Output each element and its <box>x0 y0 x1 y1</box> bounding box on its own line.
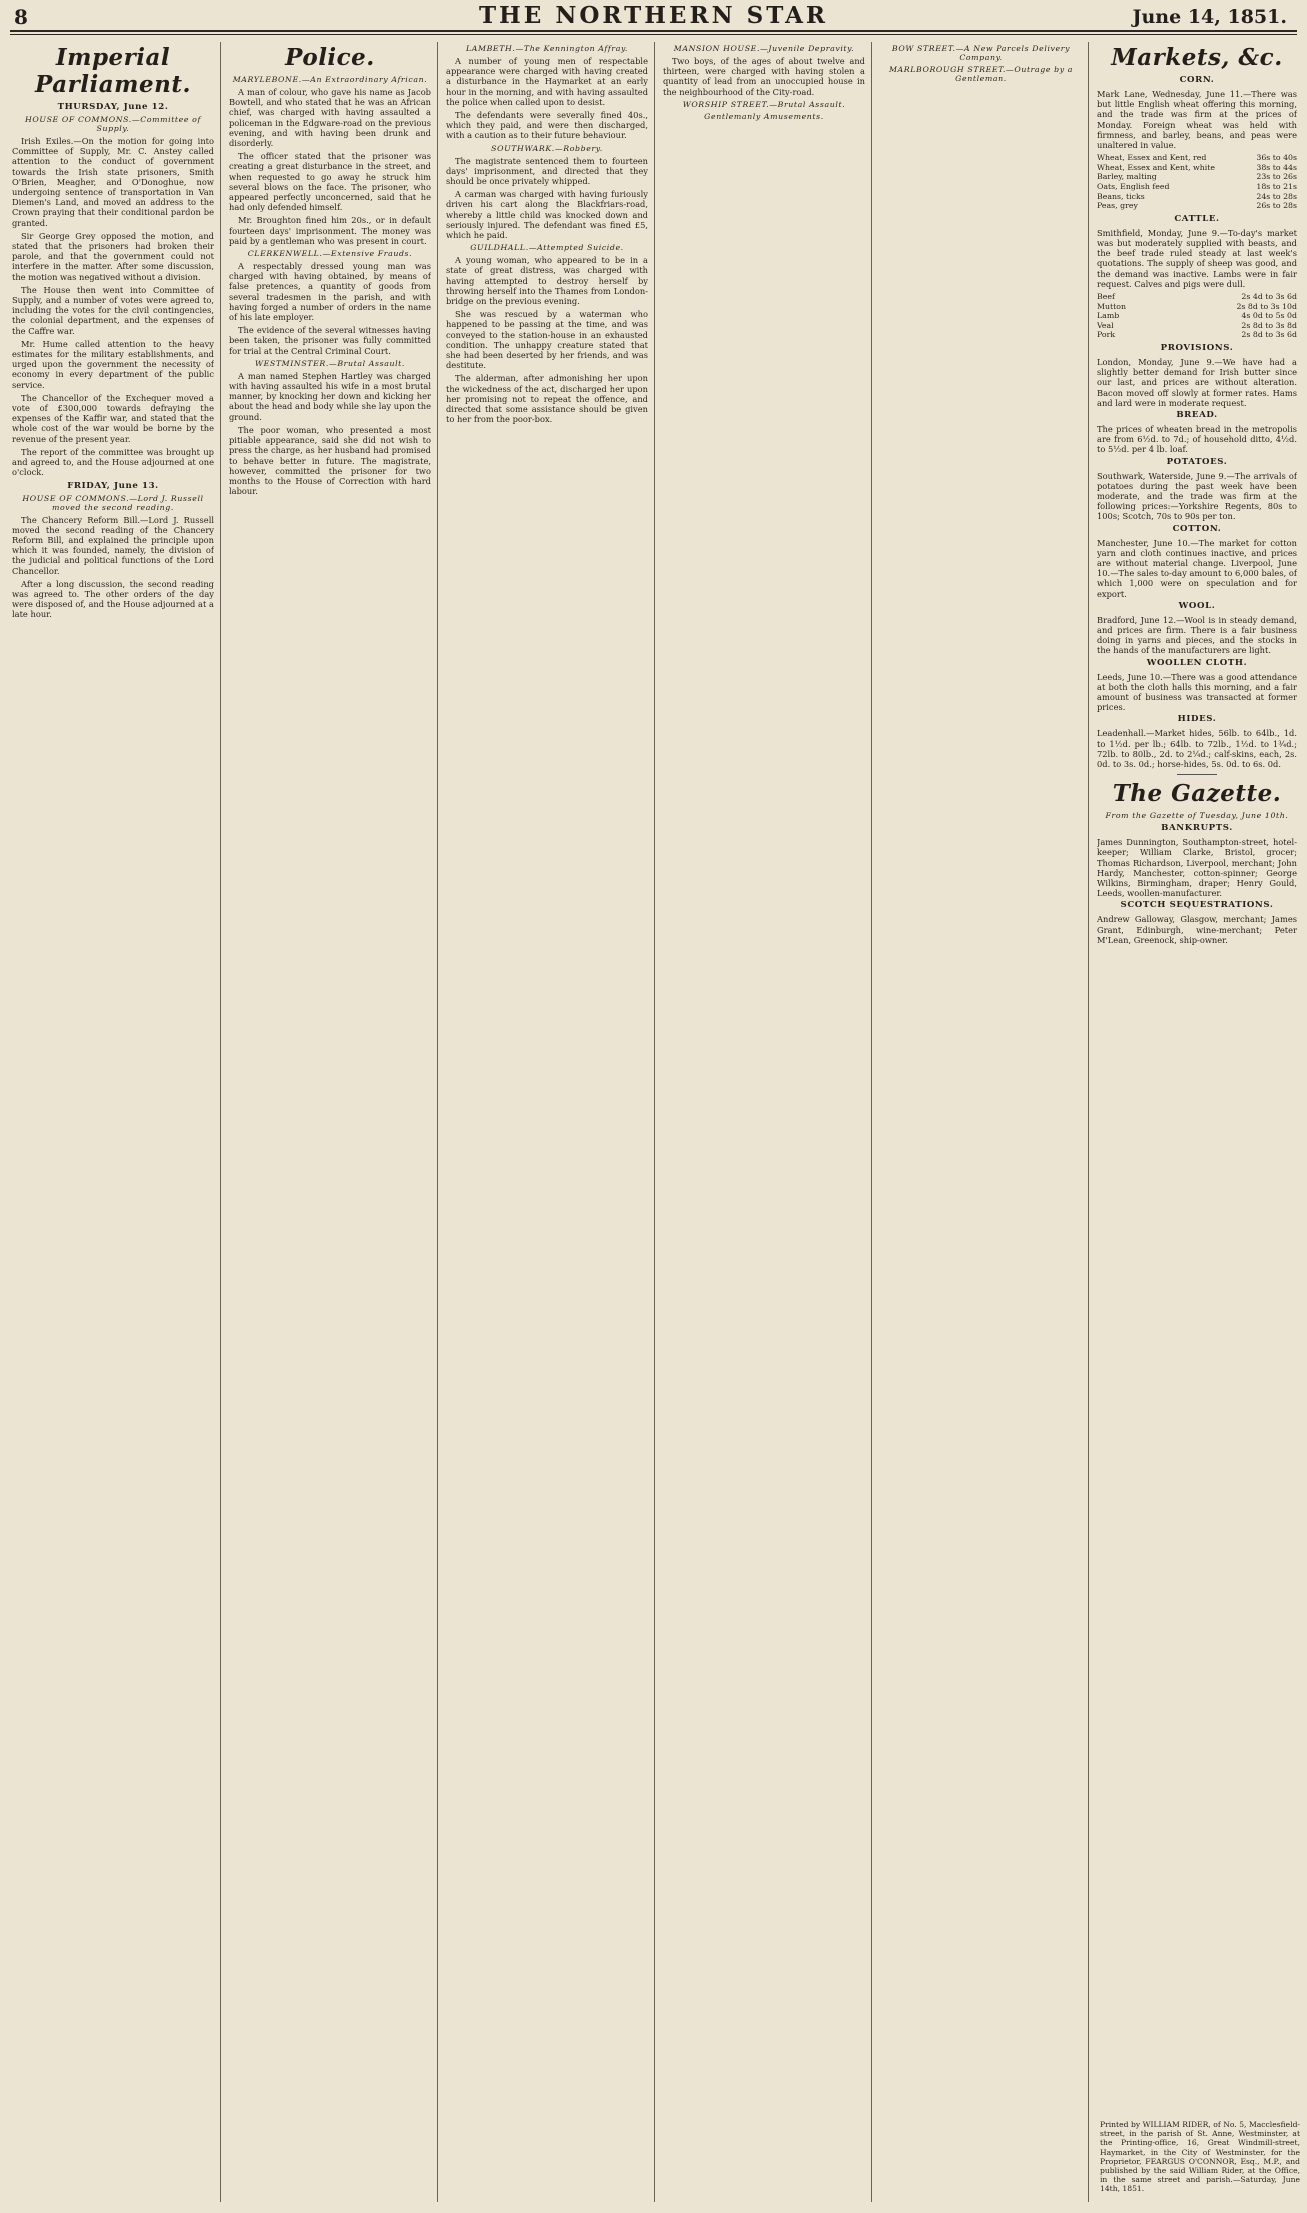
wool-heading: WOOL. <box>1178 600 1216 611</box>
sequestrations-list: Andrew Galloway, Glasgow, merchant; James Grant, Edinburgh, wine-merchant; Peter M'Lean, Greenock, ship-owner. <box>1097 914 1297 945</box>
paragraph: After a long discussion, the second reading was agreed to. The other orders of the day were disposed of, and the House adjourned at a late hour. <box>12 578 214 620</box>
table-row <box>1097 311 1297 321</box>
police-body <box>229 87 431 246</box>
price-value: 18s to 21s <box>1256 182 1297 191</box>
woollen-cloth-heading: WOOLLEN CLOTH. <box>1146 657 1248 668</box>
table-row <box>1097 321 1297 331</box>
bread-heading: BREAD. <box>1176 409 1218 420</box>
newspaper-title: THE NORTHERN STAR <box>478 2 829 29</box>
table-row <box>1097 192 1297 202</box>
table-row <box>1097 302 1297 312</box>
column-rule <box>437 42 438 2202</box>
price-item: Peas, grey <box>1097 201 1138 211</box>
price-value: 4s 0d to 5s 0d <box>1241 311 1297 321</box>
police-subhead: SOUTHWARK.—Robbery. <box>491 143 603 153</box>
price-item: Beans, ticks <box>1097 191 1145 201</box>
police-heading: Police. <box>285 44 375 71</box>
price-value: 2s 4d to 3s 6d <box>1241 292 1297 301</box>
paragraph: The defendants were severally fined 40s., which they paid, and were then discharged, with a caution as to their future behaviour. <box>446 110 648 141</box>
police-body <box>663 56 865 97</box>
police-subhead: WESTMINSTER.—Brutal Assault. <box>255 358 405 368</box>
column-rule <box>871 42 872 2202</box>
price-item: Wheat, Essex and Kent, white <box>1097 162 1215 172</box>
parliament-body <box>12 515 214 620</box>
price-item: Barley, malting <box>1097 172 1157 182</box>
paragraph: The Chancellor of the Exchequer moved a vote of £300,000 towards defraying the expenses of the Kaffir war, and stated that the whole cost of the war would be borne by the revenue of the present year. <box>12 392 214 444</box>
paragraph: The poor woman, who presented a most pitiable appearance, said she did not wish to press the charge, as her husband had promised to behave better in future. The magistrate, however, committed the prisoner for two months to the House of Correction with hard labour. <box>229 424 431 497</box>
price-value: 26s to 28s <box>1256 201 1297 211</box>
column-police-continued <box>446 42 648 2202</box>
police-subhead: CLERKENWELL.—Extensive Frauds. <box>247 249 413 259</box>
paragraph: The report of the committee was brought up and agreed to, and the House adjourned at one o'clock. <box>12 446 214 478</box>
police-subhead: GUILDHALL.—Attempted Suicide. <box>470 243 624 253</box>
cattle-price-table <box>1097 292 1297 340</box>
gazette-heading: The Gazette. <box>1112 780 1282 808</box>
table-row <box>1097 163 1297 173</box>
police-subhead: Gentlemanly Amusements. <box>704 111 824 121</box>
paragraph: A man of colour, who gave his name as Jacob Bowtell, and who stated that he was an African chief, was charged with having assaulted a policeman in the Edgware-road on the previous evening, and with having been drunk and disorderly. <box>229 87 431 149</box>
table-row <box>1097 153 1297 163</box>
police-body <box>446 255 648 424</box>
table-row <box>1097 201 1297 211</box>
corn-report: Mark Lane, Wednesday, June 11.—There was but little English wheat offering this morning, and the trade was firm at the prices of Monday. Foreign wheat was held with firmness, and barley, beans, and peas were unaltered in value. <box>1097 89 1297 151</box>
paragraph: The magistrate sentenced them to fourteen days' imprisonment, and directed that they should be once privately whipped. <box>446 155 648 187</box>
printer-imprint <box>1100 2120 1300 2194</box>
price-item: Oats, English feed <box>1097 182 1170 191</box>
police-body <box>229 261 431 356</box>
parliament-subhead: HOUSE OF COMMONS.—Lord J. Russell moved the second reading. <box>22 493 204 512</box>
price-item: Mutton <box>1097 301 1126 311</box>
woollen-cloth-report: Leeds, June 10.—There was a good attendance at both the cloth halls this morning, and a fair amount of business was transacted at former prices. <box>1097 671 1297 713</box>
masthead-rule <box>10 30 1297 32</box>
column-police <box>229 42 431 2202</box>
paragraph: The alderman, after admonishing her upon the wickedness of the act, discharged her upon her promising not to repeat the offence, and directed that some assistance should be given to her from the poor-box. <box>446 373 648 425</box>
paragraph: She was rescued by a waterman who happened to be passing at the time, and was conveyed to the station-house in an exhausted condition. The unhappy creature stated that she had been deserted by her friends, and was destitute. <box>446 309 648 371</box>
price-value: 23s to 26s <box>1256 172 1297 182</box>
cotton-report: Manchester, June 10.—The market for cotton yarn and cloth continues inactive, and prices are without material change. Liverpool, June 10.—The sales to-day amount to 6,000 bales, of which 1,000 were on speculation and for export. <box>1097 537 1297 599</box>
table-row <box>1097 330 1297 340</box>
police-subhead: MANSION HOUSE.—Juvenile Depravity. <box>673 44 855 53</box>
police-subhead: MARLBOROUGH STREET.—Outrage by a Gentleman. <box>888 65 1074 83</box>
price-item: Beef <box>1097 292 1115 301</box>
price-value: 2s 8d to 3s 10d <box>1236 301 1297 311</box>
price-item: Wheat, Essex and Kent, red <box>1097 153 1207 163</box>
imprint-text: Printed by WILLIAM RIDER, of No. 5, Macclesfield-street, in the parish of St. Anne, Westminster, at the Printing-office, 16, Great Windmill-street, Haymarket, in the City of Westminster, for the Proprietor, FEARGUS O'CONNOR, Esq., M.P., and published by the said William Rider, at the Office, in the same street and parish.—Saturday, June 14th, 1851. <box>1100 2120 1300 2194</box>
price-item: Veal <box>1097 320 1114 330</box>
paragraph: Mr. Hume called attention to the heavy estimates for the military establishments, and urged upon the government the necessity of economy in every department of the public service. <box>12 338 214 390</box>
police-subhead: LAMBETH.—The Kennington Affray. <box>466 44 628 53</box>
parliament-heading: Imperial Parliament. <box>35 44 191 98</box>
paragraph: A carman was charged with having furiously driven his cart along the Blackfriars-road, whereby a little child was knocked down and seriously injured. The defendant was fined £5, which he paid. <box>446 189 648 241</box>
bankrupts-heading: BANKRUPTS. <box>1161 823 1233 834</box>
column-parliament <box>12 42 214 2202</box>
cattle-heading: CATTLE. <box>1174 213 1220 224</box>
parliament-body <box>12 136 214 478</box>
police-subhead: BOW STREET.—A New Parcels Delivery Company. <box>891 44 1071 62</box>
bankrupts-list: James Dunnington, Southampton-street, hotel-keeper; William Clarke, Bristol, grocer; Thomas Richardson, Liverpool, merchant; John Hardy, Manchester, cotton-spinner; George Wilkins, Birmingham, draper; Henry Gould, Leeds, woollen-manufacturer. <box>1097 837 1297 899</box>
police-subhead: MARYLEBONE.—An Extraordinary African. <box>232 75 428 84</box>
column-rule <box>654 42 655 2202</box>
paragraph: Irish Exiles.—On the motion for going into Committee of Supply, Mr. C. Anstey called attention to the conduct of government towards the Irish state prisoners, Smith O'Brien, Meagher, and O'Donoghue, now undergoing sentence of transportation in Van Diemen's Land, and moved an address to the Crown praying that their conditional pardon be granted. <box>12 136 214 228</box>
hides-heading: HIDES. <box>1177 714 1217 725</box>
paragraph: A number of young men of respectable appearance were charged with having created a disturbance in the Haymarket at an early hour in the morning, and with having assaulted the police when called upon to desist. <box>446 56 648 107</box>
paragraph: The House then went into Committee of Supply, and a number of votes were agreed to, including the votes for the civil contingencies, the colonial department, and the expenses of the Caffre war. <box>12 284 214 336</box>
paragraph: Mr. Broughton fined him 20s., or in default fourteen days' imprisonment. The money was paid by a gentleman who was present in court. <box>229 215 431 246</box>
parliament-subhead: THURSDAY, June 12. <box>57 102 169 112</box>
price-value: 38s to 44s <box>1256 162 1297 172</box>
gazette-intro: From the Gazette of Tuesday, June 10th. <box>1105 811 1289 821</box>
parliament-subhead: FRIDAY, June 13. <box>67 480 159 491</box>
bread-report: The prices of wheaten bread in the metropolis are from 6½d. to 7d.; of household ditto, 4½d. to 5½d. per 4 lb. loaf. <box>1097 423 1297 455</box>
column-police-continued <box>663 42 865 2202</box>
column-police-continued <box>880 42 1082 2202</box>
paragraph: Two boys, of the ages of about twelve and thirteen, were charged with having stolen a quantity of lead from an unoccupied house in the neighbourhood of the City-road. <box>663 56 865 97</box>
police-body <box>446 156 648 241</box>
police-body <box>229 371 431 496</box>
potatoes-heading: POTATOES. <box>1166 456 1228 467</box>
price-item: Lamb <box>1097 311 1120 321</box>
hides-report: Leadenhall.—Market hides, 56lb. to 64lb., 1d. to 1½d. per lb.; 64lb. to 72lb., 1½d. to 1¾d.; 72lb. to 80lb., 2d. to 2¼d.; calf-skins, each, 2s. 0d. to 3s. 0d.; horse-hides, 5s. 0d. to 6s. 0d. <box>1097 728 1297 770</box>
column-markets <box>1097 42 1297 2202</box>
paragraph: A man named Stephen Hartley was charged with having assaulted his wife in a most brutal manner, by knocking her down and kicking her about the head and body while she lay upon the ground. <box>229 370 431 422</box>
provisions-report: London, Monday, June 9.—We have had a slightly better demand for Irish butter since our last, and prices are without alteration. Bacon moved off slowly at former rates. Hams and lard were in moderate request. <box>1097 356 1297 408</box>
cotton-heading: COTTON. <box>1172 523 1222 534</box>
police-subhead: WORSHIP STREET.—Brutal Assault. <box>682 99 846 109</box>
price-value: 2s 8d to 3s 8d <box>1241 320 1297 330</box>
paragraph: The Chancery Reform Bill.—Lord J. Russell moved the second reading of the Chancery Reform Bill, and explained the principle upon which it was founded, namely, the division of the judicial and political functions of the Lord Chancellor. <box>12 514 214 576</box>
markets-heading: Markets, &c. <box>1111 44 1283 71</box>
table-row <box>1097 292 1297 302</box>
police-body <box>446 56 648 141</box>
masthead-rule-thin <box>10 34 1297 35</box>
price-value: 36s to 40s <box>1256 153 1297 163</box>
sequestrations-heading: SCOTCH SEQUESTRATIONS. <box>1120 900 1274 911</box>
cattle-report: Smithfield, Monday, June 9.—To-day's market was but moderately supplied with beasts, and the beef trade ruled steady at last week's quotations. The supply of sheep was good, and the demand was inactive. Lambs were in fair request. Calves and pigs were dull. <box>1097 227 1297 289</box>
price-value: 24s to 28s <box>1256 191 1297 201</box>
paragraph: The evidence of the several witnesses having been taken, the prisoner was fully committed for trial at the Central Criminal Court. <box>229 325 431 356</box>
corn-heading: CORN. <box>1179 75 1215 85</box>
potatoes-report: Southwark, Waterside, June 9.—The arrivals of potatoes during the past week have been moderate, and the trade was firm at the following prices:—Yorkshire Regents, 80s to 100s; Scotch, 70s to 90s per ton. <box>1097 470 1297 522</box>
price-item: Pork <box>1097 330 1116 340</box>
page-number: 8 <box>14 5 28 29</box>
corn-price-table <box>1097 153 1297 211</box>
paragraph: A respectably dressed young man was charged with having obtained, by means of false pretences, a quantity of goods from several tradesmen in the parish, and with having forged a number of orders in the name of his late employer. <box>229 261 431 323</box>
issue-date: June 14, 1851. <box>1132 6 1287 28</box>
paragraph: Sir George Grey opposed the motion, and stated that the prisoners had broken their parole, and that the government could not interfere in the matter. After some discussion, the motion was negatived without a division. <box>12 230 214 282</box>
column-rule <box>1088 42 1089 2202</box>
column-rule <box>220 42 221 2202</box>
provisions-heading: PROVISIONS. <box>1160 342 1234 353</box>
section-divider <box>1177 774 1217 775</box>
price-value: 2s 8d to 3s 6d <box>1241 330 1297 340</box>
paragraph: A young woman, who appeared to be in a state of great distress, was charged with having attempted to destroy herself by throwing herself into the Thames from London-bridge on the previous evening. <box>446 255 648 307</box>
parliament-subhead: HOUSE OF COMMONS.—Committee of Supply. <box>25 115 201 133</box>
masthead <box>0 0 1307 34</box>
paragraph: The officer stated that the prisoner was creating a great disturbance in the street, and when requested to go away he struck him several blows on the face. The prisoner, who appeared perfectly unconcerned, said that he had only defended himself. <box>229 151 431 213</box>
table-row <box>1097 172 1297 182</box>
table-row <box>1097 182 1297 192</box>
wool-report: Bradford, June 12.—Wool is in steady demand, and prices are firm. There is a fair business doing in yarns and pieces, and the stocks in the hands of the manufacturers are light. <box>1097 614 1297 656</box>
